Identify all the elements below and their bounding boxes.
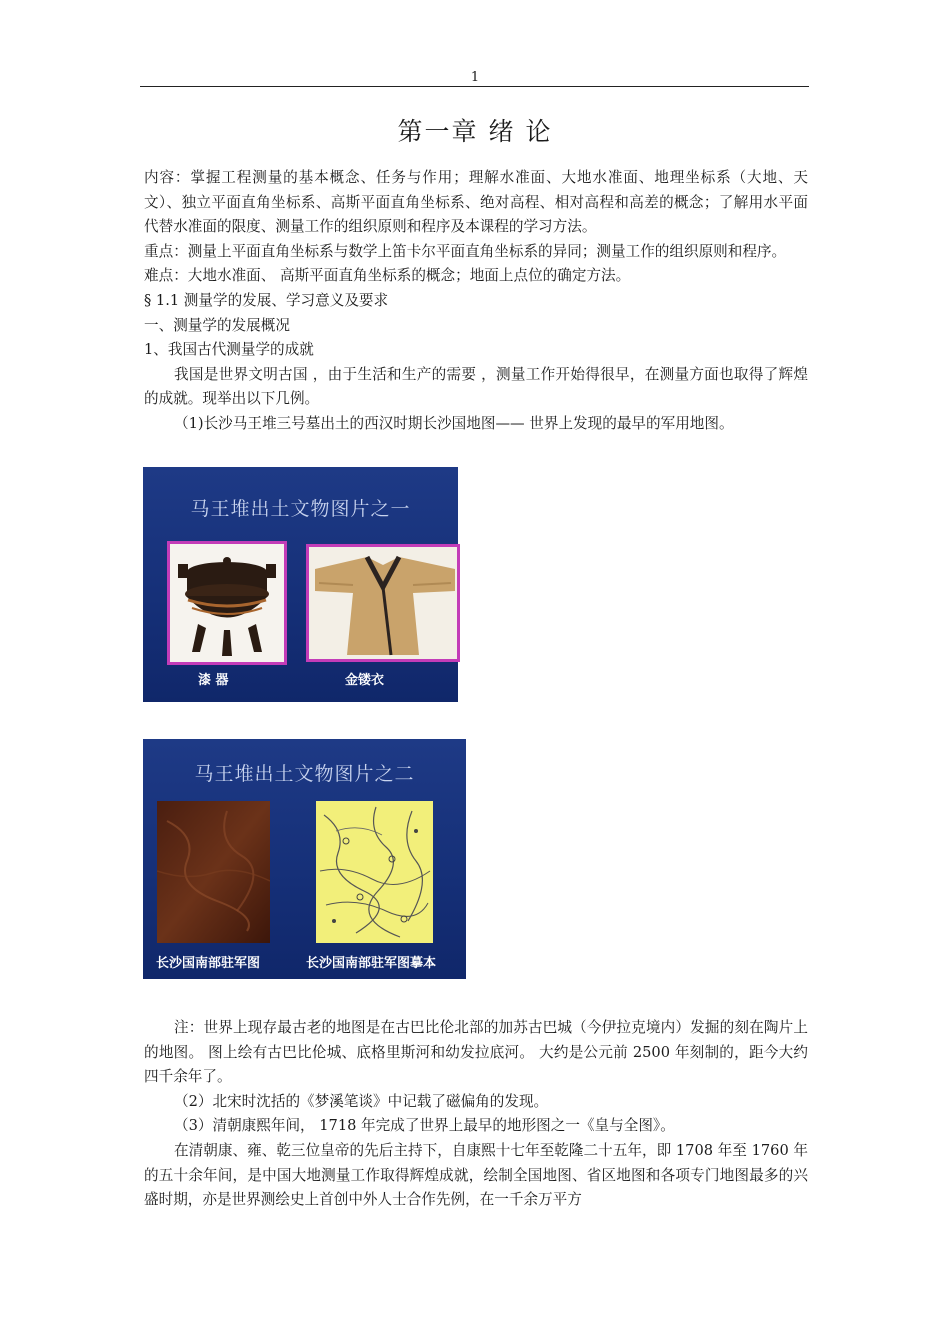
paragraph-example-3: （3）清朝康熙年间， 1718 年完成了世界上最早的地形图之一《皇与全图》。	[174, 1117, 675, 1135]
paragraph-key-points: 重点：测量上平面直角坐标系与数学上笛卡尔平面直角坐标系的异同；测量工作的组织原则和程序。	[144, 242, 787, 260]
paragraph-example-2: （2）北宋时沈括的《梦溪笔谈》中记载了磁偏角的发现。	[174, 1092, 549, 1110]
subsection-heading: 一、测量学的发展概况	[144, 316, 290, 334]
figure-mawangdui-relics-2	[143, 739, 466, 979]
paragraph-content: 内容：掌握工程测量的基本概念、任务与作用；理解水准面、大地水准面、地理坐标系（大地、天文）、独立平面直角坐标系、高斯平面直角坐标系、绝对高程、相对高程和高差的概念；了解用水平面代替水准面的限度、测量工作的组织原则和程序及本课程的学习方法。	[144, 169, 808, 236]
map-replica-image	[316, 801, 433, 943]
figure1-caption-right: 金镂衣	[345, 673, 385, 688]
body-text-bottom	[144, 1016, 808, 1213]
lacquer-vessel-image	[170, 544, 284, 662]
section-heading: § 1.1 测量学的发展、学习意义及要求	[144, 291, 389, 309]
silk-map-photo	[157, 801, 270, 943]
figure2-caption-left: 长沙国南部驻军图	[156, 956, 261, 971]
paragraph-example-1: （1)长沙马王堆三号墓出土的西汉时期长沙国地图—— 世界上发现的最早的军用地图。	[174, 414, 734, 432]
gold-thread-garment-photo	[306, 544, 460, 662]
map-replica-photo	[316, 801, 433, 943]
body-text-top	[144, 166, 808, 437]
figure-mawangdui-relics-1	[143, 467, 458, 702]
silk-map-image	[157, 801, 270, 943]
figure2-title: 马王堆出土文物图片之二	[194, 763, 415, 785]
figure1-title: 马王堆出土文物图片之一	[190, 498, 411, 520]
figure2-caption-right: 长沙国南部驻军图摹本	[306, 956, 437, 971]
paragraph-intro: 我国是世界文明古国 ，由于生活和生产的需要 ，测量工作开始得很早，在测量方面也取得了辉煌的成就。现举出以下几例。	[144, 365, 808, 408]
page-number: 1	[470, 70, 480, 85]
gold-thread-garment-image	[309, 547, 457, 659]
figure1-caption-left: 漆 器	[198, 673, 229, 688]
paragraph-qing-surveying: 在清朝康、雍、乾三位皇帝的先后主持下，自康熙十七年至乾隆二十五年，即 1708 年至 1760 年的五十余年间，是中国大地测量工作取得辉煌成就，绘制全国地图、省区地图和各项专门地图最多的兴盛时期，亦是世界测绘史上首创中外人士合作先例，在一千余万平方	[144, 1141, 808, 1209]
header-rule	[140, 86, 809, 87]
chapter-title: 第一章 绪 论	[397, 117, 553, 146]
lacquer-vessel-photo	[167, 541, 287, 665]
paragraph-note: 注：世界上现存最古老的地图是在古巴比伦北部的加苏古巴城（今伊拉克境内）发掘的刻在陶片上的地图。 图上绘有古巴比伦城、底格里斯河和幼发拉底河。 大约是公元前 2500 年刻制的，距今大约四千余年了。	[144, 1019, 808, 1086]
paragraph-difficulties: 难点：大地水准面、 高斯平面直角坐标系的概念；地面上点位的确定方法。	[144, 267, 631, 285]
subsubsection-heading: 1、我国古代测量学的成就	[144, 341, 314, 359]
